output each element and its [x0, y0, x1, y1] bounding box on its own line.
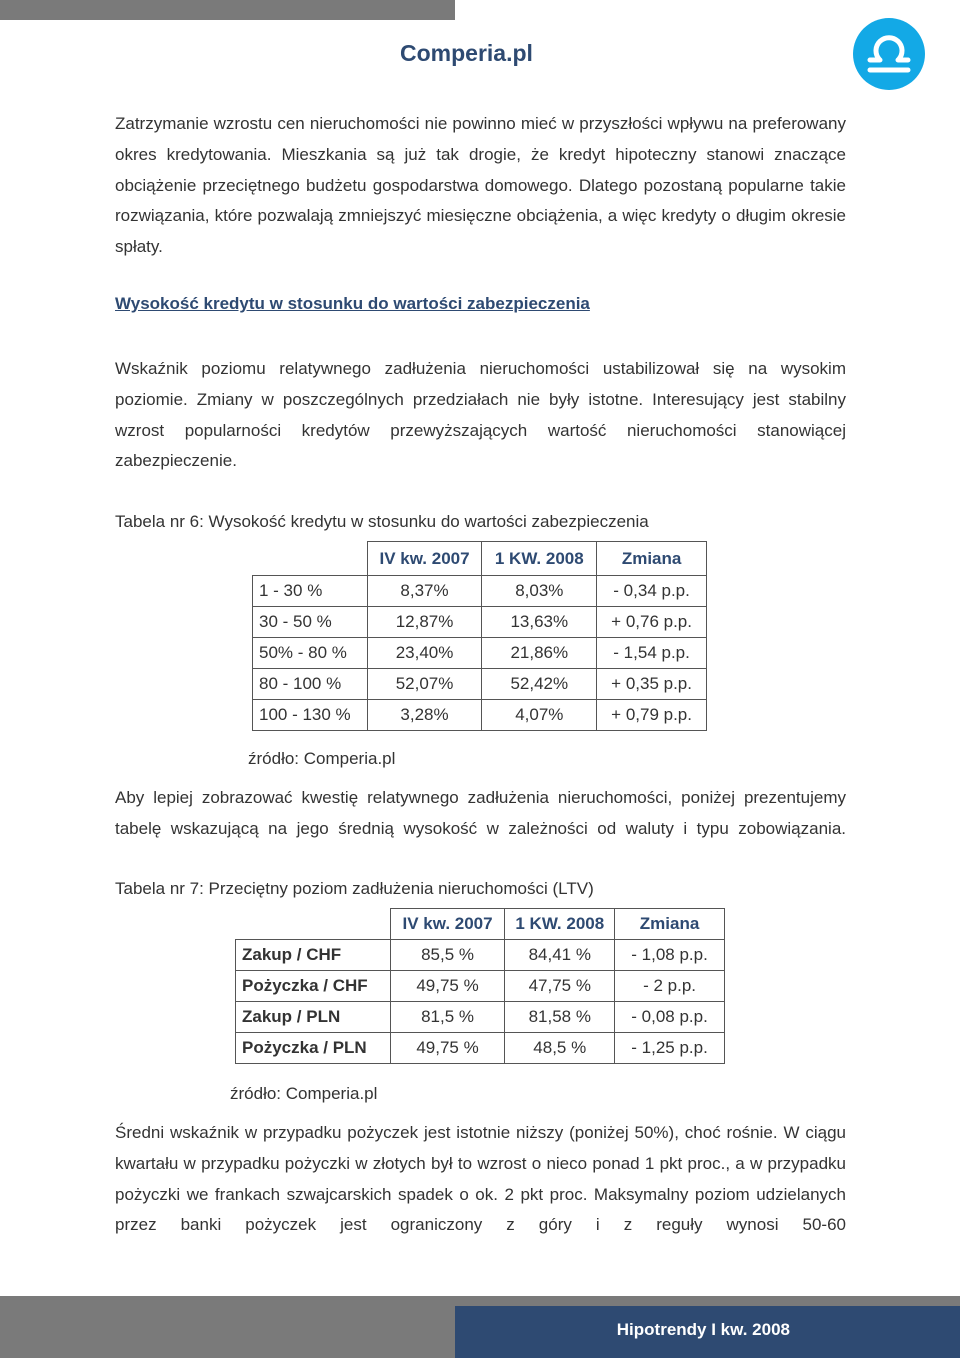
table-row [253, 700, 707, 731]
table7-caption: Tabela nr 7: Przeciętny poziom zadłużenia nieruchomości (LTV) [115, 879, 594, 898]
table7-cell: 81,5 % [390, 1002, 505, 1033]
table6-cell: 4,07% [482, 700, 597, 731]
table6-caption: Tabela nr 6: Wysokość kredytu w stosunku do wartości zabezpieczenia [115, 512, 649, 531]
ltv-paragraph: Wskaźnik poziomu relatywnego zadłużenia nieruchomości ustabilizował się na wysokim poziomie. Zmiany w poszczególnych przedziałach nie były istotne. Interesujący jest stabilny wzrost popularności kredytów przewyższających wartość nieruchomości stanowiącej zabezpieczenie. [115, 359, 846, 471]
table6-cell: 100 - 130 % [253, 700, 368, 731]
table7-cell: Pożyczka / PLN [236, 1033, 391, 1064]
ltv-intro-paragraph: Aby lepiej zobrazować kwestię relatywnego zadłużenia nieruchomości, poniżej prezentujemy tabelę wskazującą na jego średnią wysokość w zależności od waluty i typu zobowiązania. [115, 788, 846, 838]
table-row [236, 1033, 725, 1064]
table6-cell: 3,28% [367, 700, 482, 731]
table6-header: Zmiana [597, 542, 707, 576]
table6-cell: 12,87% [367, 607, 482, 638]
table7-cell: 84,41 % [505, 940, 615, 971]
table7-cell: Zakup / CHF [236, 940, 391, 971]
table6-cell: - 1,54 p.p. [597, 638, 707, 669]
table7-cell: 49,75 % [390, 1033, 505, 1064]
table6-cell: 52,07% [367, 669, 482, 700]
table6-cell: 13,63% [482, 607, 597, 638]
table6-corner [253, 542, 368, 576]
table7-cell: 49,75 % [390, 971, 505, 1002]
table6-source: źródło: Comperia.pl [248, 749, 396, 768]
table-row [253, 669, 707, 700]
table-row [253, 576, 707, 607]
section-heading: Wysokość kredytu w stosunku do wartości zabezpieczenia [115, 294, 590, 313]
footer-panel [455, 1306, 960, 1358]
table7-cell: - 1,08 p.p. [615, 940, 725, 971]
table7-header-row [236, 909, 725, 940]
intro-paragraph: Zatrzymanie wzrostu cen nieruchomości nie powinno mieć w przyszłości wpływu na preferowany okres kredytowania. Mieszkania są już tak drogie, że kredyt hipoteczny stanowi znaczące obciążenie przeciętnego budżetu gospodarstwa domowego. Dlatego pozostaną popularne takie rozwiązania, które pozwalają zmniejszyć miesięczne obciążenia, a więc kredyty o długim okresie spłaty. [115, 114, 846, 257]
table7 [235, 908, 725, 1064]
table7-source: źródło: Comperia.pl [230, 1084, 378, 1103]
table7-cell: - 0,08 p.p. [615, 1002, 725, 1033]
table-row [236, 940, 725, 971]
table6-cell: - 0,34 p.p. [597, 576, 707, 607]
table6-cell: + 0,35 p.p. [597, 669, 707, 700]
table7-cell: Pożyczka / CHF [236, 971, 391, 1002]
table7-cell: 47,75 % [505, 971, 615, 1002]
table6-cell: 8,03% [482, 576, 597, 607]
footer-bar [0, 1296, 960, 1358]
footer-title: Hipotrendy I kw. 2008 [616, 1320, 790, 1339]
table6-cell: 21,86% [482, 638, 597, 669]
table7-cell: 81,58 % [505, 1002, 615, 1033]
table6-cell: 52,42% [482, 669, 597, 700]
table-row [236, 971, 725, 1002]
table-row [253, 607, 707, 638]
table6-header: IV kw. 2007 [367, 542, 482, 576]
table6-header-row [253, 542, 707, 576]
table7-header: IV kw. 2007 [390, 909, 505, 940]
table7-cell: - 1,25 p.p. [615, 1033, 725, 1064]
table7-header: 1 KW. 2008 [505, 909, 615, 940]
table6-header: 1 KW. 2008 [482, 542, 597, 576]
table7-cell: 48,5 % [505, 1033, 615, 1064]
table6-cell: + 0,79 p.p. [597, 700, 707, 731]
brand-name: Comperia.pl [400, 40, 533, 66]
table7-header: Zmiana [615, 909, 725, 940]
table6-cell: 30 - 50 % [253, 607, 368, 638]
table7-cell: - 2 p.p. [615, 971, 725, 1002]
table6-cell: 23,40% [367, 638, 482, 669]
table6 [252, 541, 707, 731]
table6-cell: 80 - 100 % [253, 669, 368, 700]
table6-cell: 50% - 80 % [253, 638, 368, 669]
table7-cell: 85,5 % [390, 940, 505, 971]
table6-cell: 1 - 30 % [253, 576, 368, 607]
header-bar [0, 0, 455, 20]
table6-cell: + 0,76 p.p. [597, 607, 707, 638]
table7-cell: Zakup / PLN [236, 1002, 391, 1033]
table6-cell: 8,37% [367, 576, 482, 607]
libra-scale-icon [853, 18, 925, 90]
table-row [253, 638, 707, 669]
loans-paragraph: Średni wskaźnik w przypadku pożyczek jest istotnie niższy (poniżej 50%), choć rośnie. W ciągu kwartału w przypadku pożyczki w złotych był to wzrost o nieco ponad 1 pkt proc., a w przypadku pożyczki we frankach szwajcarskich spadek o ok. 2 pkt proc. Maksymalny poziom udzielanych przez banki pożyczek jest ograniczony z góry i z reguły wynosi 50-60 [115, 1123, 846, 1235]
table-row [236, 1002, 725, 1033]
table7-corner [236, 909, 391, 940]
